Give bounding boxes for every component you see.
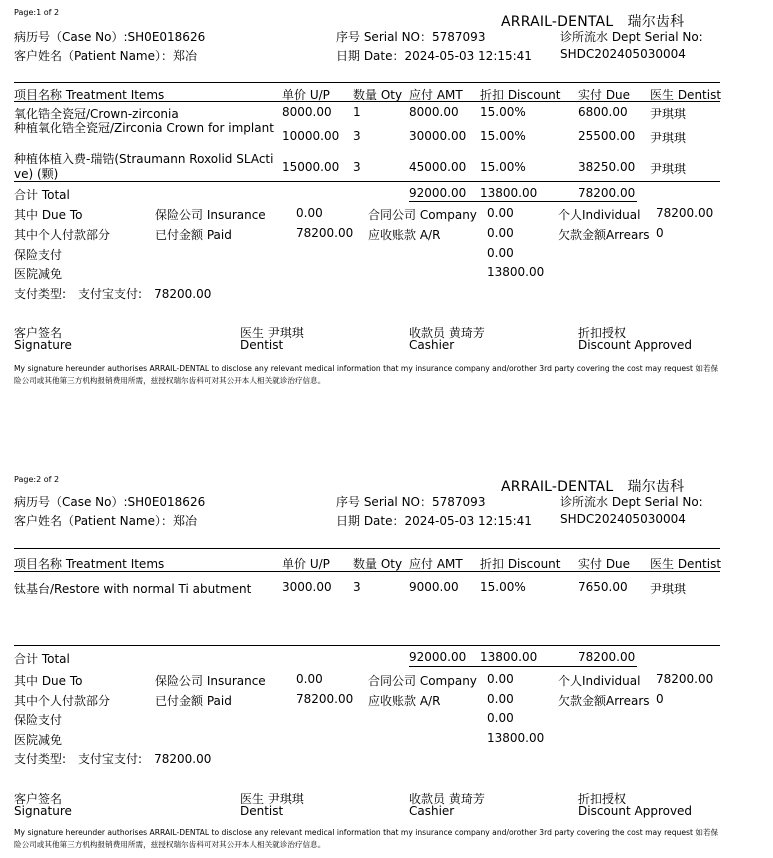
disclaimer: My signature hereunder authorises ARRAIL-DENTAL to disclose any relevant medical information that my insurance company and/orother 3rd party covering the cost may request 如若保险公司或其他第三方机构报销费用所需，兹授权瑞尔齿科可对其公开本人相关就诊治疗信息。 [14, 828, 719, 849]
contract-company-label: 合同公司 Company [368, 674, 477, 688]
total-amt: 92000.00 [409, 650, 467, 664]
table-header-rule [14, 101, 720, 102]
item-name: 钛基台/Restore with normal Ti abutment [14, 582, 252, 596]
due-to-label: 其中 Due To [14, 674, 83, 688]
item-dentist: 尹琪琪 [650, 107, 687, 121]
cashier-label: 收款员 黄琦芳 [409, 792, 485, 806]
col-header-dentist: 医生 Dentist [650, 88, 722, 102]
total-underline [409, 666, 637, 667]
customer-signature-label-en: Signature [14, 338, 72, 352]
ar-label: 应收账款 A/R [368, 228, 441, 242]
total-label: 合计 Total [14, 652, 70, 666]
case-number: 病历号（Case No）:SH0E018626 [14, 495, 206, 509]
insurance-label: 保险公司 Insurance [155, 208, 266, 222]
col-header-qty: 数量 Oty [353, 88, 403, 102]
dept-serial-label: 诊所流水 Dept Serial No: [560, 30, 703, 44]
col-header-items: 项目名称 Treatment Items [14, 557, 165, 571]
serial-number: 序号 Serial NO：5787093 [336, 495, 486, 509]
individual-label: 个人Individual [558, 674, 641, 688]
cashier-label-en: Cashier [409, 804, 455, 818]
table-header-rule [14, 571, 720, 572]
brand-title: ARRAIL-DENTAL 瑞尔齿科 [501, 14, 685, 30]
cashier-label-en: Cashier [409, 338, 455, 352]
page-number: Page:1 of 2 [14, 8, 60, 17]
contract-company-value: 0.00 [487, 206, 514, 220]
insurance-value: 0.00 [296, 206, 323, 220]
ar-label: 应收账款 A/R [368, 694, 441, 708]
paid-value: 78200.00 [296, 692, 354, 706]
col-header-discount: 折扣 Discount [480, 88, 561, 102]
discount-approval-label: 折扣授权 [578, 326, 627, 340]
col-header-discount: 折扣 Discount [480, 557, 561, 571]
paid-label: 已付金额 Paid [155, 228, 232, 242]
dentist-signature-label-en: Dentist [240, 804, 284, 818]
hospital-reduction-label: 医院减免 [14, 733, 63, 747]
item-unit-price: 8000.00 [282, 105, 332, 119]
hospital-reduction-label: 医院减免 [14, 267, 63, 281]
disclaimer: My signature hereunder authorises ARRAIL-DENTAL to disclose any relevant medical information that my insurance company and/orother 3rd party covering the cost may request 如若保险公司或其他第三方机构报销费用所需，兹授权瑞尔齿科可对其公开本人相关就诊治疗信息。 [14, 364, 719, 385]
paid-value: 78200.00 [296, 226, 354, 240]
arrears-value: 0 [656, 226, 664, 240]
item-dentist: 尹琪琪 [650, 131, 687, 145]
total-due: 78200.00 [578, 186, 636, 200]
dentist-signature-label-en: Dentist [240, 338, 284, 352]
ar-value: 0.00 [487, 226, 514, 240]
dept-serial-value: SHDC202405030004 [560, 47, 686, 61]
total-amt: 92000.00 [409, 186, 467, 200]
item-discount: 15.00% [480, 105, 526, 119]
item-amt: 30000.00 [409, 129, 467, 143]
item-dentist: 尹琪琪 [650, 162, 687, 176]
contract-company-value: 0.00 [487, 672, 514, 686]
due-to-label: 其中 Due To [14, 208, 83, 222]
table-bottom-rule [14, 181, 720, 182]
hospital-reduction-value: 13800.00 [487, 265, 545, 279]
arrears-label: 欠款金额Arrears [558, 694, 650, 708]
total-discount: 13800.00 [480, 650, 538, 664]
item-unit-price: 10000.00 [282, 129, 340, 143]
total-due: 78200.00 [578, 650, 636, 664]
customer-signature-label-en: Signature [14, 804, 72, 818]
table-top-rule [14, 82, 720, 83]
col-header-amt: 应付 AMT [409, 88, 463, 102]
ar-value: 0.00 [487, 692, 514, 706]
col-header-qty: 数量 Oty [353, 557, 403, 571]
item-amt: 9000.00 [409, 580, 459, 594]
case-number: 病历号（Case No）:SH0E018626 [14, 30, 206, 44]
item-name: 氧化锆全瓷冠/Crown-zirconia [14, 107, 179, 121]
item-qty: 1 [353, 105, 361, 119]
insurance-pay-label: 保险支付 [14, 248, 63, 262]
dept-serial-label: 诊所流水 Dept Serial No: [560, 495, 703, 509]
item-dentist: 尹琪琪 [650, 582, 687, 596]
item-unit-price: 15000.00 [282, 160, 340, 174]
item-qty: 3 [353, 580, 361, 594]
insurance-value: 0.00 [296, 672, 323, 686]
item-name: 种植氧化锆全瓷冠/Zirconia Crown for implant [14, 121, 274, 135]
personal-part-label: 其中个人付款部分 [14, 694, 111, 708]
table-top-rule [14, 548, 720, 549]
arrears-value: 0 [656, 692, 664, 706]
dentist-signature-label: 医生 尹琪琪 [240, 792, 304, 806]
item-discount: 15.00% [480, 580, 526, 594]
individual-label: 个人Individual [558, 208, 641, 222]
visit-date: 日期 Date：2024-05-03 12:15:41 [336, 49, 532, 63]
item-name: 种植体植入费-瑞锆(Straumann Roxolid SLActive) (颗) [14, 152, 274, 181]
personal-part-label: 其中个人付款部分 [14, 228, 111, 242]
individual-value: 78200.00 [656, 672, 714, 686]
customer-signature-label: 客户签名 [14, 326, 63, 340]
cashier-label: 收款员 黄琦芳 [409, 326, 485, 340]
patient-name: 客户姓名（Patient Name）：郑冶 [14, 514, 198, 528]
page-number: Page:2 of 2 [14, 475, 60, 484]
item-due: 7650.00 [578, 580, 628, 594]
brand-title: ARRAIL-DENTAL 瑞尔齿科 [501, 479, 685, 495]
col-header-dentist: 医生 Dentist [650, 557, 722, 571]
contract-company-label: 合同公司 Company [368, 208, 477, 222]
col-header-unit-price: 单价 U/P [282, 557, 330, 571]
paid-label: 已付金额 Paid [155, 694, 232, 708]
col-header-due: 实付 Due [578, 88, 631, 102]
total-discount: 13800.00 [480, 186, 538, 200]
individual-value: 78200.00 [656, 206, 714, 220]
discount-approval-label: 折扣授权 [578, 792, 627, 806]
discount-approval-label-en: Discount Approved [578, 804, 693, 818]
serial-number: 序号 Serial NO：5787093 [336, 30, 486, 44]
insurance-pay-label: 保险支付 [14, 713, 63, 727]
insurance-label: 保险公司 Insurance [155, 674, 266, 688]
dentist-signature-label: 医生 尹琪琪 [240, 326, 304, 340]
item-unit-price: 3000.00 [282, 580, 332, 594]
item-due: 6800.00 [578, 105, 628, 119]
col-header-unit-price: 单价 U/P [282, 88, 330, 102]
total-label: 合计 Total [14, 188, 70, 202]
visit-date: 日期 Date：2024-05-03 12:15:41 [336, 514, 532, 528]
insurance-pay-value: 0.00 [487, 711, 514, 725]
item-discount: 15.00% [480, 160, 526, 174]
table-bottom-rule [14, 645, 720, 646]
insurance-pay-value: 0.00 [487, 246, 514, 260]
item-due: 38250.00 [578, 160, 636, 174]
payment-type: 支付类型: 支付宝支付: 78200.00 [14, 287, 212, 301]
dept-serial-value: SHDC202405030004 [560, 512, 686, 526]
patient-name: 客户姓名（Patient Name）：郑冶 [14, 49, 198, 63]
payment-type: 支付类型: 支付宝支付: 78200.00 [14, 752, 212, 766]
col-header-due: 实付 Due [578, 557, 631, 571]
hospital-reduction-value: 13800.00 [487, 731, 545, 745]
col-header-amt: 应付 AMT [409, 557, 463, 571]
item-discount: 15.00% [480, 129, 526, 143]
col-header-items: 项目名称 Treatment Items [14, 88, 165, 102]
item-amt: 45000.00 [409, 160, 467, 174]
item-qty: 3 [353, 129, 361, 143]
customer-signature-label: 客户签名 [14, 792, 63, 806]
item-due: 25500.00 [578, 129, 636, 143]
item-qty: 3 [353, 160, 361, 174]
arrears-label: 欠款金额Arrears [558, 228, 650, 242]
total-underline [409, 201, 637, 202]
item-amt: 8000.00 [409, 105, 459, 119]
discount-approval-label-en: Discount Approved [578, 338, 693, 352]
